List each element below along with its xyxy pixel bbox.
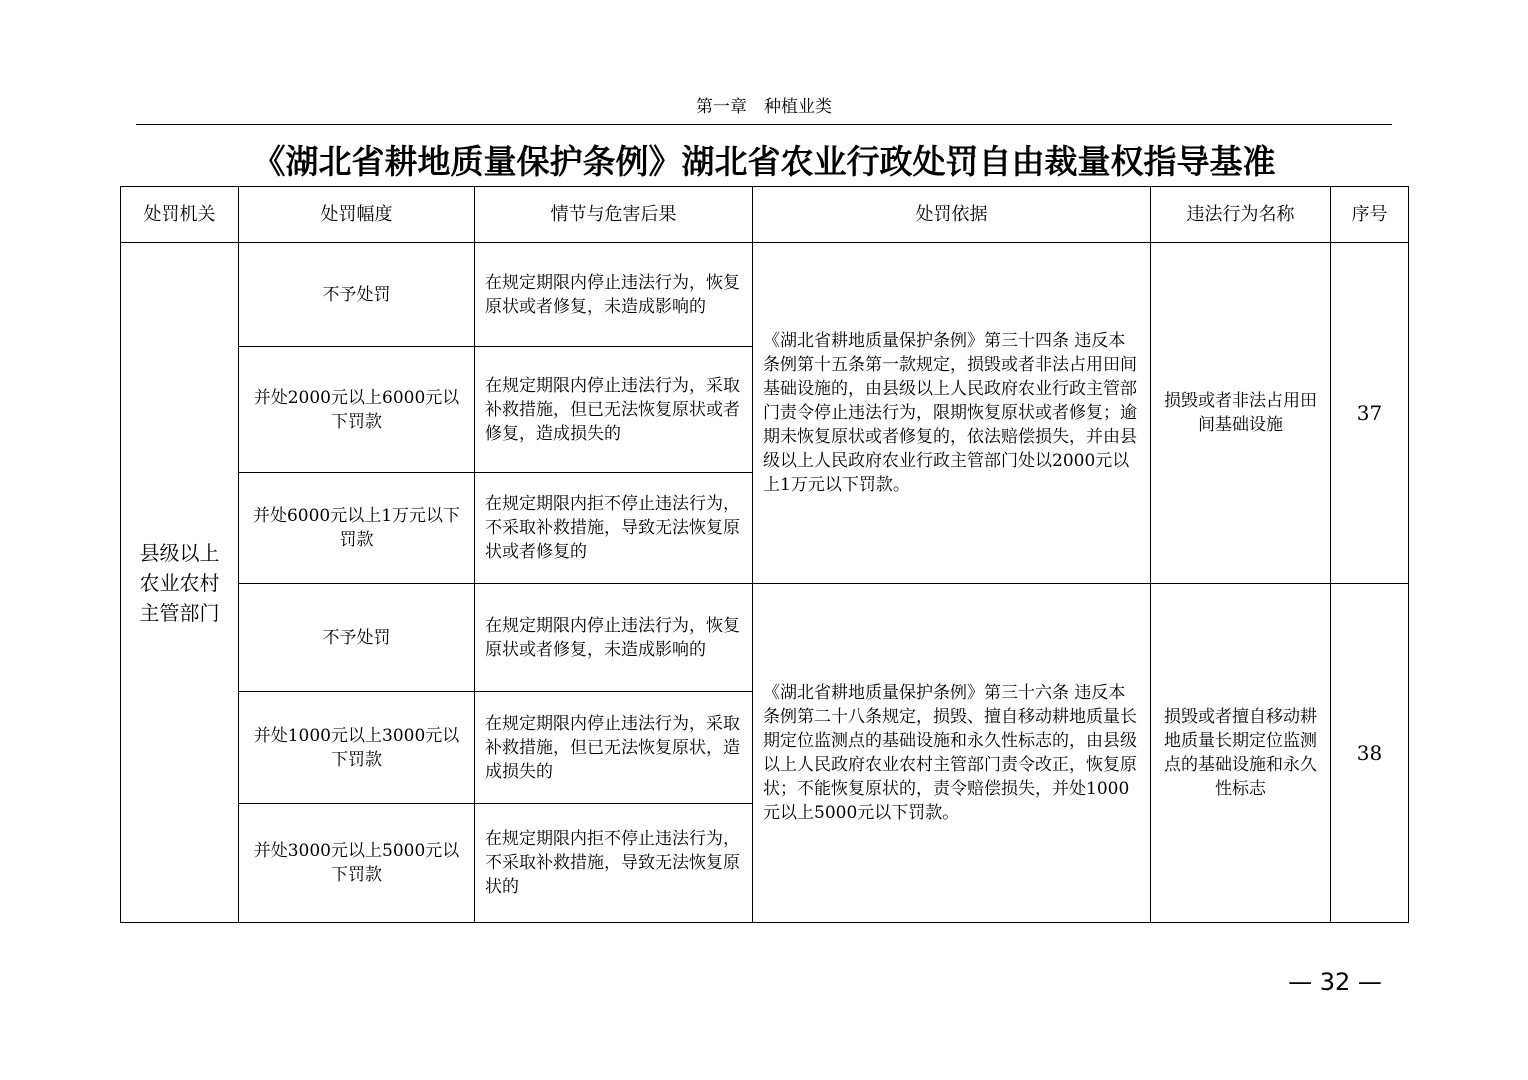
penalty-authority: 县级以上农业农村主管部门 [121, 243, 239, 923]
circumstance: 在规定期限内拒不停止违法行为，不采取补救措施，导致无法恢复原状或者修复的 [475, 473, 753, 584]
penalty-standards-table [120, 186, 1409, 923]
table-header-row [121, 187, 1409, 243]
penalty-amount: 并处6000元以上1万元以下罚款 [239, 473, 475, 584]
violation-name: 损毁或者非法占用田间基础设施 [1151, 243, 1331, 584]
penalty-amount: 并处1000元以上3000元以下罚款 [239, 692, 475, 804]
table-row [121, 584, 1409, 692]
table-row [121, 243, 1409, 347]
serial-number: 38 [1331, 584, 1409, 923]
column-header: 处罚依据 [753, 187, 1151, 243]
circumstance: 在规定期限内停止违法行为，恢复原状或者修复，未造成影响的 [475, 584, 753, 692]
penalty-amount: 并处3000元以上5000元以下罚款 [239, 804, 475, 923]
circumstance: 在规定期限内停止违法行为，恢复原状或者修复，未造成影响的 [475, 243, 753, 347]
penalty-amount: 不予处罚 [239, 584, 475, 692]
legal-basis: 《湖北省耕地质量保护条例》第三十四条 违反本条例第十五条第一款规定，损毁或者非法占用田间基础设施的，由县级以上人民政府农业行政主管部门责令停止违法行为，限期恢复原状或者修复；逾期未恢复原状或者修复的，依法赔偿损失，并由县级以上人民政府农业行政主管部门处以2000元以上1万元以下罚款。 [753, 243, 1151, 584]
header-divider [136, 124, 1392, 125]
serial-number: 37 [1331, 243, 1409, 584]
circumstance: 在规定期限内拒不停止违法行为，不采取补救措施，导致无法恢复原状的 [475, 804, 753, 923]
chapter-header: 第一章 种植业类 [696, 97, 832, 117]
penalty-amount: 并处2000元以上6000元以下罚款 [239, 347, 475, 473]
column-header: 情节与危害后果 [475, 187, 753, 243]
document-title: 《湖北省耕地质量保护条例》湖北省农业行政处罚自由裁量权指导基准 [252, 142, 1276, 181]
penalty-amount: 不予处罚 [239, 243, 475, 347]
circumstance: 在规定期限内停止违法行为，采取补救措施，但已无法恢复原状或者修复，造成损失的 [475, 347, 753, 473]
violation-name: 损毁或者擅自移动耕地质量长期定位监测点的基础设施和永久性标志 [1151, 584, 1331, 923]
page-number: — 32 — [1288, 968, 1382, 996]
column-header: 序号 [1331, 187, 1409, 243]
column-header: 处罚机关 [121, 187, 239, 243]
circumstance: 在规定期限内停止违法行为，采取补救措施，但已无法恢复原状，造成损失的 [475, 692, 753, 804]
column-header: 违法行为名称 [1151, 187, 1331, 243]
legal-basis: 《湖北省耕地质量保护条例》第三十六条 违反本条例第二十八条规定，损毁、擅自移动耕地质量长期定位监测点的基础设施和永久性标志的，由县级以上人民政府农业农村主管部门责令改正，恢复原状；不能恢复原状的，责令赔偿损失，并处1000元以上5000元以下罚款。 [753, 584, 1151, 923]
column-header: 处罚幅度 [239, 187, 475, 243]
